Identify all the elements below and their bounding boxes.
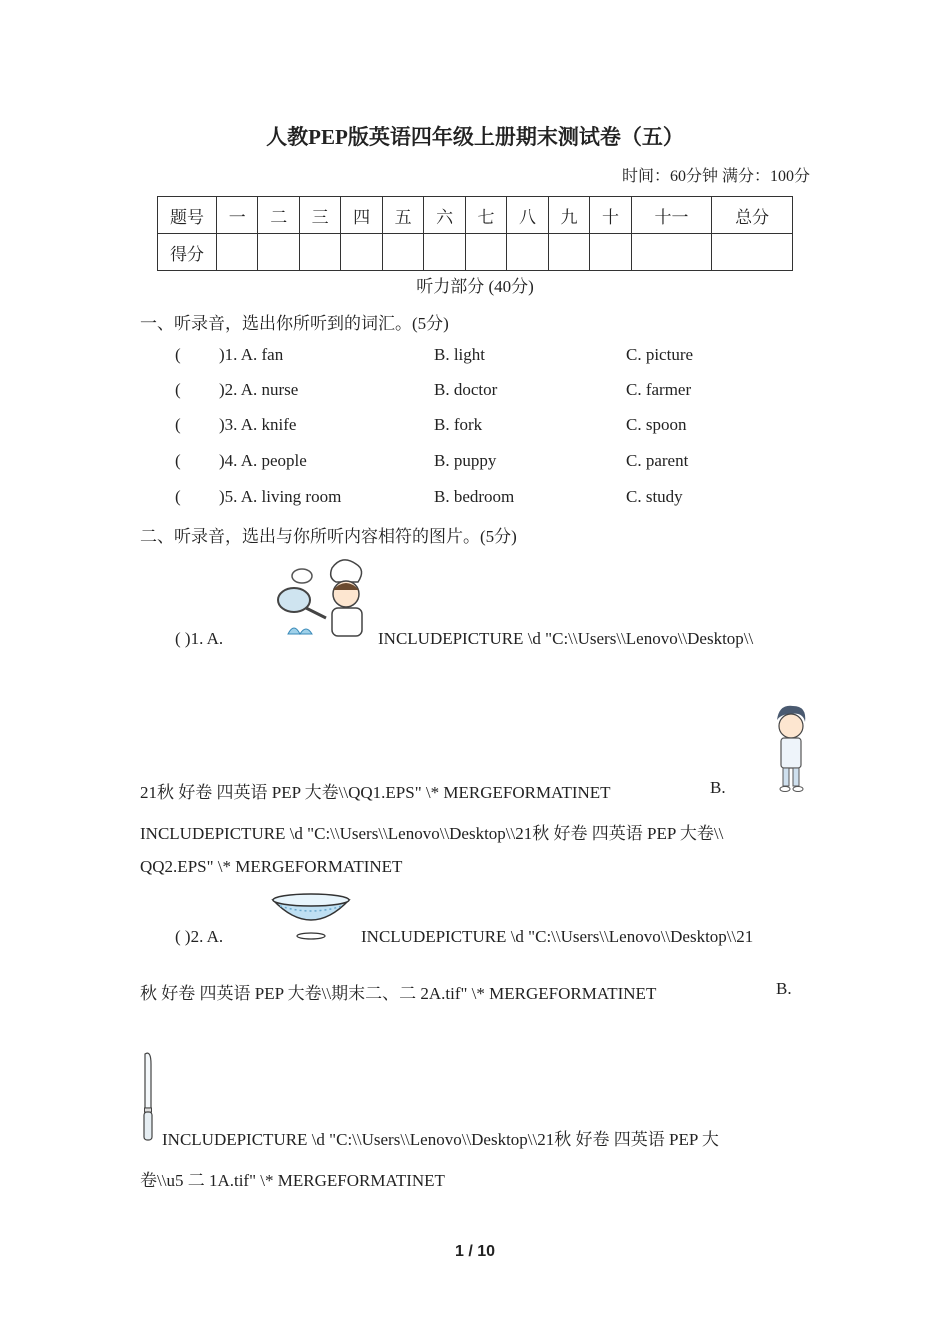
- time-info: 时间：60分钟 满分：100分: [621, 168, 810, 185]
- option-a: )4. A. people: [219, 451, 307, 470]
- q1-include-b-tail: QQ2.EPS" \* MERGEFORMATINET: [140, 857, 403, 876]
- question-row: [175, 451, 815, 477]
- q2-path-line: 秋 好卷 四英语 PEP 大卷\\期末二、二 2A.tif" \* MERGEFORMATINET: [140, 984, 657, 1003]
- table-cell: 九: [548, 197, 589, 234]
- chef-picture: [272, 554, 368, 644]
- table-cell: 四: [341, 197, 382, 234]
- doctor-picture: [773, 704, 809, 794]
- score-cell[interactable]: [258, 234, 299, 271]
- score-cell[interactable]: [382, 234, 423, 271]
- q2-include-a: INCLUDEPICTURE \d "C:\\Users\\Lenovo\\Desktop\\21: [361, 927, 754, 946]
- q1-option-b-label: B.: [710, 778, 726, 797]
- table-cell: 三: [299, 197, 340, 234]
- q2-prefix: ( )2. A.: [175, 927, 224, 946]
- q1-prefix: ( )1. A.: [175, 629, 224, 648]
- option-c: C. picture: [626, 345, 694, 364]
- table-cell: 十: [590, 197, 631, 234]
- score-cell[interactable]: [424, 234, 465, 271]
- option-b: B. puppy: [434, 451, 497, 470]
- listening-heading: 听力部分 (40分): [416, 277, 534, 296]
- option-c: C. study: [626, 487, 683, 506]
- answer-paren[interactable]: (: [175, 415, 181, 434]
- score-table-score-row: [158, 234, 793, 271]
- table-cell: 得分: [158, 234, 217, 271]
- question-row: [175, 345, 815, 371]
- score-cell[interactable]: [341, 234, 382, 271]
- bowl-picture: [270, 892, 352, 942]
- question-row: [175, 415, 815, 441]
- option-b: B. light: [434, 345, 486, 364]
- score-cell[interactable]: [465, 234, 506, 271]
- score-cell[interactable]: [590, 234, 631, 271]
- table-cell: 五: [382, 197, 423, 234]
- table-cell: 一: [217, 197, 258, 234]
- question-row: [175, 487, 815, 513]
- table-cell: 十一: [631, 197, 712, 234]
- score-cell[interactable]: [712, 234, 793, 271]
- score-cell[interactable]: [299, 234, 340, 271]
- answer-paren[interactable]: (: [175, 380, 181, 399]
- answer-paren[interactable]: (: [175, 345, 181, 364]
- q2-option-b-label: B.: [776, 979, 792, 998]
- table-cell: 总分: [712, 197, 793, 234]
- section-2-heading: 二、听录音，选出与你所听内容相符的图片。(5分): [140, 527, 517, 546]
- knife-picture: [141, 1050, 155, 1144]
- page-title: 人教PEP版英语四年级上册期末测试卷（五）: [266, 125, 684, 149]
- page-number: 1 / 10: [454, 1243, 496, 1260]
- score-cell[interactable]: [548, 234, 589, 271]
- option-b: B. fork: [434, 415, 483, 434]
- table-cell: 七: [465, 197, 506, 234]
- table-cell: 八: [507, 197, 548, 234]
- option-a: )2. A. nurse: [219, 380, 299, 399]
- table-cell: 二: [258, 197, 299, 234]
- q2-include-b-tail: 卷\\u5 二 1A.tif" \* MERGEFORMATINET: [140, 1171, 445, 1190]
- option-b: B. doctor: [434, 380, 498, 399]
- q1-include-b: INCLUDEPICTURE \d "C:\\Users\\Lenovo\\Desktop\\21秋 好卷 四英语 PEP 大卷\\: [140, 824, 724, 843]
- q2-include-b: INCLUDEPICTURE \d "C:\\Users\\Lenovo\\Desktop\\21秋 好卷 四英语 PEP 大: [162, 1130, 719, 1149]
- q1-path-line: 21秋 好卷 四英语 PEP 大卷\\QQ1.EPS" \* MERGEFORMATINET: [140, 783, 611, 802]
- score-cell[interactable]: [217, 234, 258, 271]
- table-cell: 六: [424, 197, 465, 234]
- option-c: C. parent: [626, 451, 689, 470]
- score-cell[interactable]: [631, 234, 712, 271]
- score-table-header-row: [158, 197, 793, 234]
- option-c: C. spoon: [626, 415, 687, 434]
- answer-paren[interactable]: (: [175, 487, 181, 506]
- option-a: )1. A. fan: [219, 345, 284, 364]
- option-a: )5. A. living room: [219, 487, 342, 506]
- score-cell[interactable]: [507, 234, 548, 271]
- option-b: B. bedroom: [434, 487, 515, 506]
- section-1-heading: 一、听录音，选出你所听到的词汇。(5分): [140, 314, 449, 333]
- question-row: [175, 380, 815, 406]
- table-cell: 题号: [158, 197, 217, 234]
- option-a: )3. A. knife: [219, 415, 297, 434]
- answer-paren[interactable]: (: [175, 451, 181, 470]
- score-table: [157, 196, 793, 271]
- option-c: C. farmer: [626, 380, 692, 399]
- q1-include-a: INCLUDEPICTURE \d "C:\\Users\\Lenovo\\Desktop\\: [378, 629, 754, 648]
